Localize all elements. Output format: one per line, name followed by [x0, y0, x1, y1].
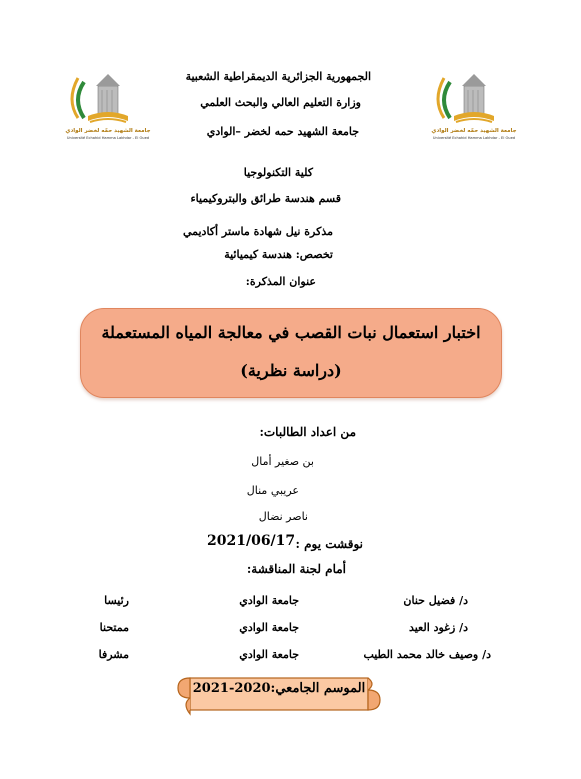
header-university: جامعة الشهيد حمه لخضر –الوادي: [206, 125, 359, 138]
jury-role-3: مشرفا: [98, 648, 129, 661]
academic-season: الموسم الجامعي:2020-2021: [192, 681, 366, 696]
student-name-2: عريبي منال: [246, 484, 299, 497]
university-logo-left: [62, 66, 154, 148]
university-logo-right: [428, 66, 520, 148]
jury-university-1: جامعة الوادي: [239, 594, 299, 607]
logo-text-fr-2: Université Echahid Hamma Lakhdar - El Oued: [432, 136, 516, 140]
jury-university-3: جامعة الوادي: [239, 648, 299, 661]
header-department: قسم هندسة طرائق والبتروكيمياء: [190, 192, 341, 205]
student-name-3: ناصر نضال: [258, 510, 308, 523]
header-republic: الجمهورية الجزائرية الديمقراطية الشعبية: [185, 70, 371, 83]
jury-name-2: د/ زغود العيد: [408, 621, 468, 634]
thesis-title: اختبار استعمال نبات القصب في معالجة المياه المستعملة: [101, 323, 481, 342]
header-specialty: تخصص: هندسة كيميائية: [224, 248, 333, 261]
defense-date-label: نوقشت يوم :: [295, 537, 363, 551]
logo-text-ar-2: جامعة الشهيد حمّه لخضر الوادي: [431, 128, 517, 134]
logo-text-fr: Université Echahid Hamma Lakhdar - El Oued: [66, 136, 150, 140]
students-label: من اعداد الطالبات:: [259, 425, 356, 439]
header-thesis-title-label: عنوان المذكرة:: [245, 275, 316, 288]
logo-text-ar: جامعة الشهيد حمّه لخضر الوادي: [65, 128, 151, 134]
header-thesis-type: مذكرة نيل شهادة ماستر أكاديمي: [182, 225, 333, 238]
header-faculty: كلية التكنولوجيا: [243, 166, 313, 179]
jury-role-1: رئيسا: [104, 594, 129, 607]
jury-role-2: ممتحنا: [99, 621, 129, 634]
header-ministry: وزارة التعليم العالي والبحث العلمي: [200, 96, 361, 109]
thesis-title-box: [80, 308, 502, 398]
jury-university-2: جامعة الوادي: [239, 621, 299, 634]
student-name-1: بن صغير أمال: [251, 455, 314, 468]
jury-label: أمام لجنة المناقشة:: [246, 562, 346, 576]
jury-name-3: د/ وصيف خالد محمد الطيب: [363, 648, 491, 661]
defense-date: 2021/06/17: [207, 533, 296, 549]
jury-name-1: د/ فضيل حنان: [403, 594, 468, 607]
thesis-subtitle: (دراسة نظرية): [240, 361, 342, 380]
